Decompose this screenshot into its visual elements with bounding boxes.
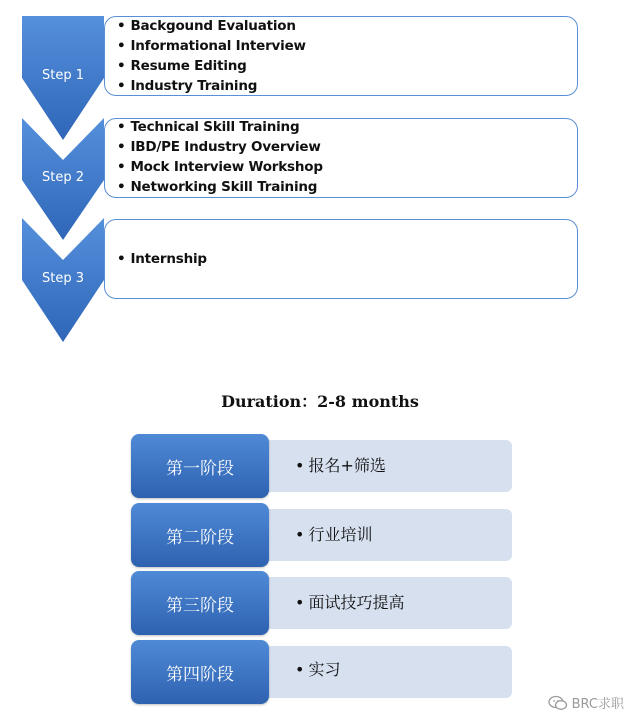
list-item: • Internship <box>117 249 207 269</box>
list-item: • Informational Interview <box>117 36 306 56</box>
list-item: • Industry Training <box>117 76 306 96</box>
list-item: • Technical Skill Training <box>117 117 323 137</box>
list-item: • Resume Editing <box>117 56 306 76</box>
stage1-text: • 报名+筛选 <box>295 456 386 476</box>
stage1-tile: 第一阶段 <box>131 434 269 498</box>
step1-label: Step 1 <box>41 68 84 83</box>
stage3-tile: 第三阶段 <box>131 571 269 635</box>
stage3-text: • 面试技巧提高 <box>295 593 404 613</box>
list-item: • Networking Skill Training <box>117 177 323 197</box>
stage2-text: • 行业培训 <box>295 525 372 545</box>
watermark-text: BRC求职 <box>571 697 624 712</box>
stage2-tile: 第二阶段 <box>131 503 269 567</box>
list-item: • Mock Interview Workshop <box>117 157 323 177</box>
duration-heading: Duration：2-8 months <box>221 392 419 411</box>
step2-label: Step 2 <box>41 170 84 185</box>
stage4-tile: 第四阶段 <box>131 640 269 704</box>
step2-list <box>117 117 323 197</box>
step3-list <box>117 249 207 269</box>
step3-label: Step 3 <box>41 271 84 286</box>
list-item: • Backgound Evaluation <box>117 16 306 36</box>
list-item: • IBD/PE Industry Overview <box>117 137 323 157</box>
stage4-text: • 实习 <box>295 660 340 680</box>
step1-list <box>117 16 306 96</box>
watermark <box>548 693 624 712</box>
wechat-icon <box>548 695 568 711</box>
